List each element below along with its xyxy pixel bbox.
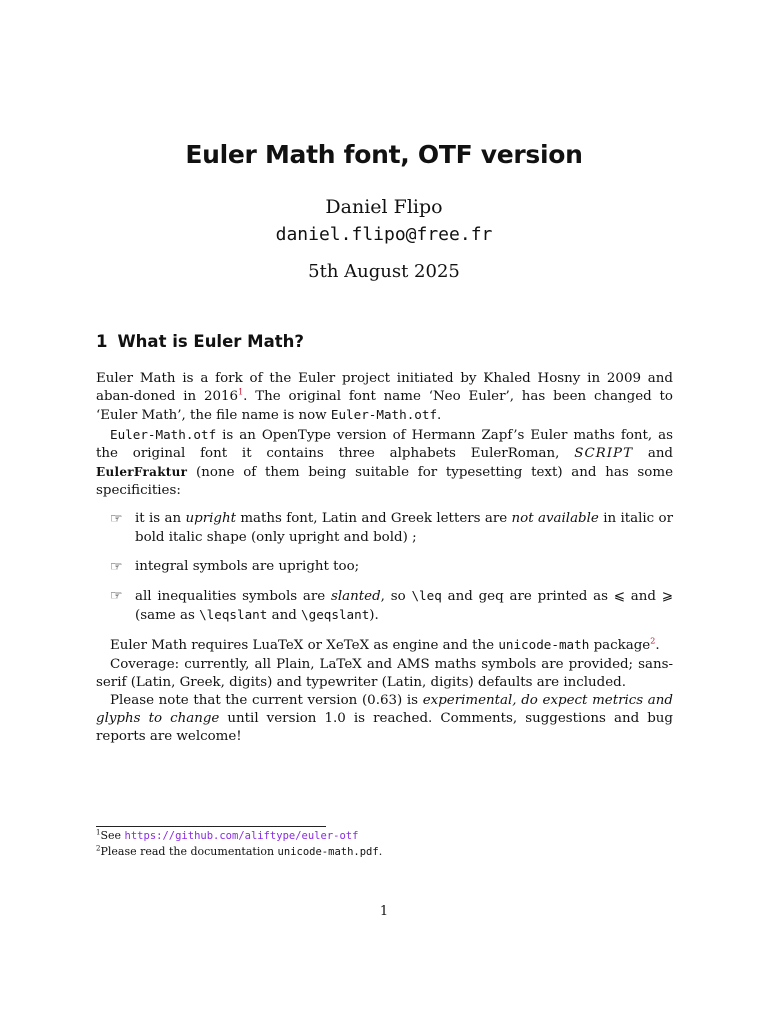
text: , — [555, 445, 575, 461]
text: Please read the documentation — [100, 845, 278, 858]
text: . The original font name ‘Neo Euler’, has been changed to ‘Euler Math’, the file name is now — [96, 389, 673, 424]
footnote-rule — [96, 826, 326, 827]
text: and — [633, 445, 674, 461]
text: package — [589, 638, 651, 654]
text: Euler Math is a fork of the Euler project initiated by Khaled Hosny in 2009 and aban-doned in 2016 — [96, 371, 673, 405]
footnote-ref-1[interactable]: 1 — [238, 387, 244, 397]
text: all inequalities symbols are — [135, 589, 332, 605]
text: it is an — [135, 511, 186, 527]
command: \leq — [411, 588, 442, 604]
emphasis: not available — [511, 511, 599, 527]
paragraph-version-note — [96, 692, 673, 747]
footnotes — [96, 828, 676, 860]
document-title: Euler Math font, OTF version — [185, 140, 583, 169]
footnote-ref-2[interactable]: 2 — [650, 636, 656, 646]
paragraph-requirements — [96, 636, 673, 655]
text: ). — [369, 608, 379, 624]
github-link[interactable]: https://github.com/aliftype/euler-otf — [124, 830, 359, 842]
paragraph-coverage — [96, 656, 673, 692]
emphasis: slanted — [331, 589, 381, 605]
text: . — [655, 638, 660, 654]
pointing-hand-icon: ☞ — [110, 558, 123, 575]
author-email: daniel.flipo@free.fr — [275, 224, 493, 245]
file-name: Euler-Math.otf — [110, 426, 217, 442]
footnote-mark: 2 — [96, 844, 101, 853]
text: Please note that the current version (0.63) is — [110, 693, 423, 709]
text: and geq are printed as ⩽ and ⩾ (same as — [135, 589, 674, 624]
page-number: 1 — [379, 904, 389, 919]
alphabet-euler-fraktur: EulerFraktur — [96, 465, 188, 480]
footnote-1 — [96, 828, 676, 844]
text: . — [437, 408, 442, 424]
file-name: unicode-math.pdf — [277, 846, 379, 858]
list-item — [96, 510, 673, 546]
paragraph-intro — [96, 370, 673, 426]
text: is an OpenType version of Hermann Zapf’s Euler maths font, as the original font it contains three alphabets — [96, 427, 673, 461]
footnote-mark: 1 — [96, 828, 101, 837]
emphasis: upright — [185, 511, 236, 527]
alphabet-euler-roman: EulerRoman — [470, 445, 556, 461]
package-name: unicode-math — [498, 637, 590, 653]
section-number: 1 — [96, 332, 108, 351]
alphabet-script: SCRIPT — [574, 445, 633, 461]
text: (none of them being suitable for typesetting text) and has some specificities: — [96, 465, 673, 499]
author-name: Daniel Flipo — [325, 196, 443, 218]
list-item — [96, 587, 673, 625]
pointing-hand-icon: ☞ — [110, 588, 123, 605]
pointing-hand-icon: ☞ — [110, 511, 123, 528]
section-body — [96, 370, 673, 747]
text: . — [378, 845, 383, 858]
footnote-2 — [96, 844, 676, 860]
command: \leqslant — [199, 607, 268, 623]
text: maths font, Latin and Greek letters are — [235, 511, 512, 527]
command: \geqslant — [301, 607, 370, 623]
emphasis: experimental, do expect metrics and glyphs to change — [96, 693, 673, 727]
text: until version 1.0 is reached. Comments, suggestions and bug reports are welcome! — [96, 711, 673, 745]
list-item — [96, 558, 673, 576]
paragraph-description — [96, 426, 673, 501]
specificities-list — [96, 510, 673, 625]
section-heading — [96, 332, 304, 351]
file-name: Euler-Math.otf — [330, 407, 438, 423]
text: , so — [380, 589, 412, 605]
text: See — [100, 829, 125, 842]
text: in italic or bold italic shape (only upright and bold) ; — [135, 511, 673, 545]
text: integral symbols are upright too; — [135, 558, 360, 574]
text: and — [267, 608, 302, 624]
text: Coverage: currently, all Plain, LaTeX and AMS maths symbols are provided; sans-serif (Latin, Greek, digits) and typewriter (Latin, digits) defaults are included. — [96, 656, 673, 690]
section-title: What is Euler Math? — [117, 332, 304, 351]
text: Euler Math requires LuaTeX or XeTeX as engine and the — [110, 638, 499, 654]
document-date: 5th August 2025 — [308, 261, 460, 282]
